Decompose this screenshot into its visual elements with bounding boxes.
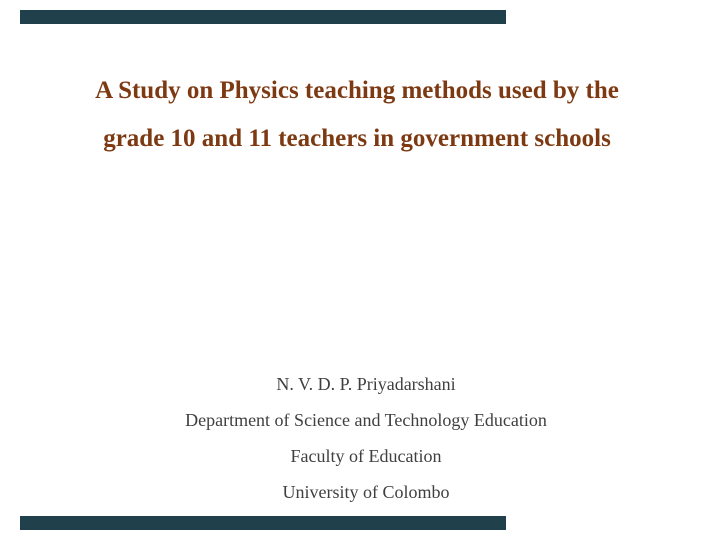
slide-title-line-2: grade 10 and 11 teachers in government schools [103, 125, 611, 152]
slide-title-line-1: A Study on Physics teaching methods used by the [95, 77, 619, 104]
department-line: Department of Science and Technology Education [185, 410, 547, 430]
author-name: N. V. D. P. Priyadarshani [276, 374, 456, 394]
slide-title [0, 67, 714, 163]
bottom-accent-bar [20, 516, 506, 530]
credits-block [12, 366, 720, 510]
top-accent-bar [20, 10, 506, 24]
faculty-line: Faculty of Education [290, 446, 442, 466]
university-line: University of Colombo [282, 482, 450, 502]
